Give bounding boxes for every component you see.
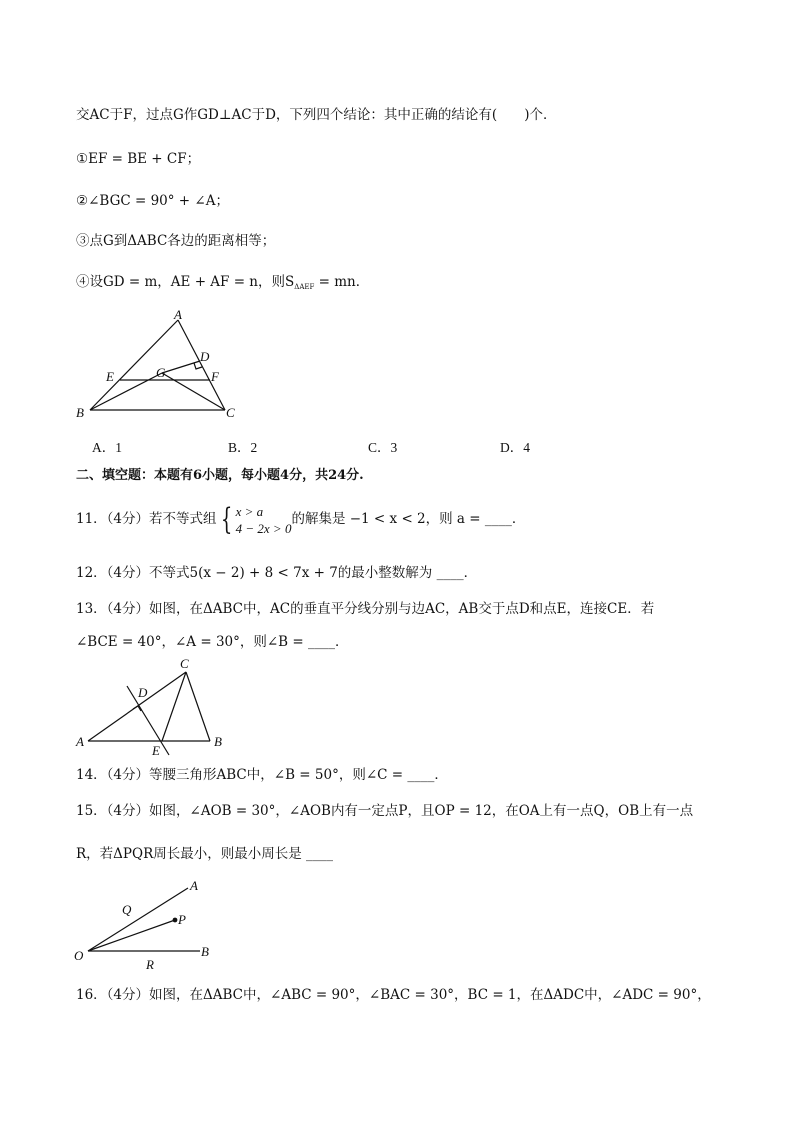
q15-label-a: A	[190, 878, 198, 893]
q10-label-g: G	[156, 365, 166, 380]
q16: 16．（4分）如图，在ΔABC中，∠ABC = 90°，∠BAC = 30°，BC = 1，在ΔADC中，∠ADC = 90°，	[76, 987, 711, 1003]
q10-conclusion-2: ②∠BGC = 90° + ∠A；	[76, 193, 229, 209]
q15-point-p	[173, 918, 178, 923]
q10-label-e: E	[106, 369, 114, 384]
q13-label-a: A	[76, 734, 84, 749]
q10-c4-post: = mn．	[314, 274, 370, 290]
q15-label-o: O	[74, 948, 84, 963]
q13-segment-ce	[162, 672, 186, 741]
q10-label-b: B	[76, 405, 84, 420]
q15-figure	[72, 876, 222, 976]
q10-conclusion-4	[76, 273, 369, 296]
q14: 14．（4分）等腰三角形ABC中，∠B = 50°，则∠C = ____．	[76, 767, 448, 783]
q10-option-c[interactable]: C．3	[368, 440, 398, 455]
q11-line1: x > a	[235, 503, 264, 519]
q15-line1: 15．（4分）如图，∠AOB = 30°，∠AOB内有一定点P，且OP = 12，在OA上有一点Q，OB上有一点	[76, 803, 694, 819]
q10-label-c: C	[226, 405, 235, 420]
q10-figure	[70, 305, 270, 425]
q10-label-a: A	[174, 307, 182, 322]
section-2-heading: 二、填空题：本题有6小题，每小题4分，共24分.	[76, 468, 364, 483]
q10-c4-pre: ④设GD = m，AE + AF = n，则S	[76, 274, 295, 290]
q11-line2: 4 − 2x > 0	[235, 520, 292, 536]
q13-perp-bisector	[127, 686, 169, 755]
q10-label-d: D	[200, 349, 210, 364]
q13-line2: ∠BCE = 40°，∠A = 30°，则∠B = ____．	[76, 634, 349, 650]
q10-c4-sub: ΔAEF	[294, 283, 315, 291]
q11-brace: {	[220, 501, 232, 537]
q13-label-b: B	[214, 734, 222, 749]
q10-conclusion-3: ③点G到ΔABC各边的距离相等；	[76, 233, 276, 249]
q13-edge-bc	[186, 672, 210, 741]
q10-conclusion-1: ①EF = BE + CF；	[76, 151, 201, 167]
q11	[76, 502, 525, 537]
q13-line1: 13．（4分）如图，在ΔABC中，AC的垂直平分线分别与边AC，AB交于点D和点E，连接CE．若	[76, 601, 655, 617]
q10-segment-bg	[90, 373, 162, 410]
q12: 12．（4分）不等式5(x − 2) + 8 < 7x + 7的最小整数解为 ____．	[76, 565, 478, 581]
q10-intro: 交AC于F，过点G作GD⊥AC于D，下列四个结论：其中正确的结论有( )个．	[76, 107, 557, 123]
q10-option-b[interactable]: B．2	[228, 440, 258, 455]
q10-segment-gd	[162, 361, 200, 373]
q11-post: 的解集是 −1 < x < 2，则 a = ____．	[291, 511, 526, 527]
q13-figure	[72, 655, 242, 760]
q10-option-a[interactable]: A．1	[92, 440, 122, 455]
q15-label-b: B	[201, 944, 209, 959]
q13-label-e: E	[152, 743, 160, 758]
q13-label-d: D	[138, 685, 148, 700]
q10-option-d[interactable]: D．4	[500, 440, 530, 455]
q11-system	[236, 503, 292, 537]
q13-label-c: C	[180, 656, 189, 671]
q10-label-f: F	[211, 369, 219, 384]
q15-label-r: R	[146, 957, 154, 972]
q15-line2: R，若ΔPQR周长最小，则最小周长是 ____	[76, 846, 334, 862]
q15-label-q: Q	[122, 902, 132, 917]
q11-pre: 11．（4分）若不等式组	[76, 511, 217, 527]
q15-segment-op	[88, 920, 175, 951]
q15-label-p: P	[178, 912, 186, 927]
